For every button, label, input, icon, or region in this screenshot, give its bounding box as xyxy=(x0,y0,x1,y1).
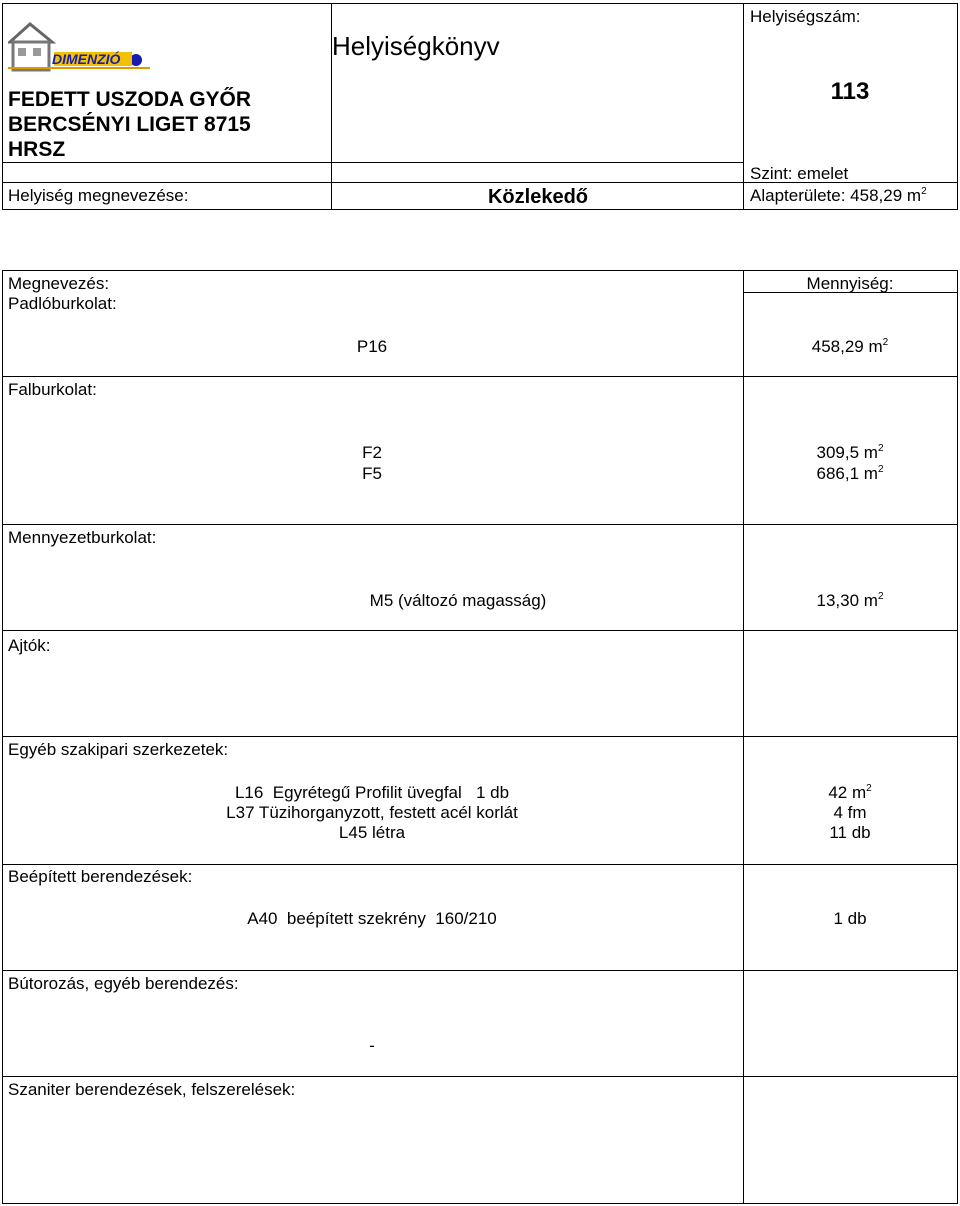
area-sup: 2 xyxy=(921,186,927,197)
other-item-2: L37 Tüzihorganyzott, festett acél korlát xyxy=(226,803,518,822)
other-qty-1-value: 42 m xyxy=(828,783,867,802)
area xyxy=(750,186,927,206)
floor-qty-value: 458,29 m xyxy=(811,337,883,356)
other-item-1: L16 Egyrétegű Profilit üvegfal 1 db xyxy=(234,783,510,802)
project-line-2: BERCSÉNYI LIGET 8715 xyxy=(8,113,251,136)
room-number: 113 xyxy=(830,78,870,105)
wall-item-2: F5 xyxy=(362,464,382,483)
header-divider-2 xyxy=(743,3,744,210)
other-qty-1 xyxy=(744,783,956,803)
ceiling-qty-sup: 2 xyxy=(877,591,884,602)
brand-name: DIMENZIÓ xyxy=(52,51,121,67)
sanitary-label: Szaniter berendezések, felszerelések: xyxy=(8,1080,296,1099)
row-line-4 xyxy=(2,736,958,737)
row-line-6 xyxy=(2,970,958,971)
builtin-qty: 1 db xyxy=(833,909,867,928)
builtin-item: A40 beépített szekrény 160/210 xyxy=(247,909,497,928)
row-line-7 xyxy=(2,1076,958,1077)
ceiling-item: M5 (változó magasság) xyxy=(369,591,547,610)
header-row-line-a xyxy=(2,162,332,163)
ceiling-qty-value: 13,30 m xyxy=(816,591,878,610)
wall-qty-2 xyxy=(744,464,956,484)
builtin-label: Beépített berendezések: xyxy=(8,867,193,886)
room-name: Közlekedő xyxy=(487,186,589,208)
wall-qty-2-value: 686,1 m xyxy=(816,464,878,483)
name-header: Megnevezés: xyxy=(8,274,110,293)
project-line-3: HRSZ xyxy=(8,138,66,161)
header-row-line-b xyxy=(331,162,744,163)
qty-header: Mennyiség: xyxy=(806,274,894,293)
floor-qty-sup: 2 xyxy=(882,337,889,348)
ceiling-label: Mennyezetburkolat: xyxy=(8,528,157,547)
area-text: Alapterülete: 458,29 m xyxy=(750,186,922,205)
other-qty-2: 4 fm xyxy=(833,803,867,822)
row-line-2 xyxy=(2,524,958,525)
wall-qty-2-sup: 2 xyxy=(877,464,884,475)
room-number-label: Helyiségszám: xyxy=(750,7,861,26)
specification-table xyxy=(2,270,958,1204)
wall-qty-1-sup: 2 xyxy=(877,443,884,454)
wall-label: Falburkolat: xyxy=(8,380,97,399)
project-line-1: FEDETT USZODA GYŐR xyxy=(8,88,252,111)
wall-item-1: F2 xyxy=(362,443,382,462)
row-line-1 xyxy=(2,376,958,377)
wall-qty-1-value: 309,5 m xyxy=(816,443,878,462)
qty-column-divider xyxy=(743,270,744,1204)
other-item-3: L45 létra xyxy=(338,823,406,842)
floor-label: Padlóburkolat: xyxy=(8,294,117,313)
level: Szint: emelet xyxy=(750,164,849,183)
doors-label: Ajtók: xyxy=(8,636,51,655)
other-qty-3: 11 db xyxy=(829,823,871,842)
furniture-label: Bútorozás, egyéb berendezés: xyxy=(8,974,239,993)
row-line-3 xyxy=(2,630,958,631)
room-name-label: Helyiség megnevezése: xyxy=(8,186,189,205)
floor-qty xyxy=(744,337,956,357)
furniture-item: - xyxy=(369,1036,375,1055)
ceiling-qty xyxy=(744,591,956,611)
floor-item: P16 xyxy=(356,337,388,356)
wall-qty-1 xyxy=(744,443,956,463)
row-line-5 xyxy=(2,864,958,865)
other-label: Egyéb szakipari szerkezetek: xyxy=(8,740,229,759)
other-qty-1-sup: 2 xyxy=(866,783,872,794)
doc-title: Helyiségkönyv xyxy=(332,31,500,61)
